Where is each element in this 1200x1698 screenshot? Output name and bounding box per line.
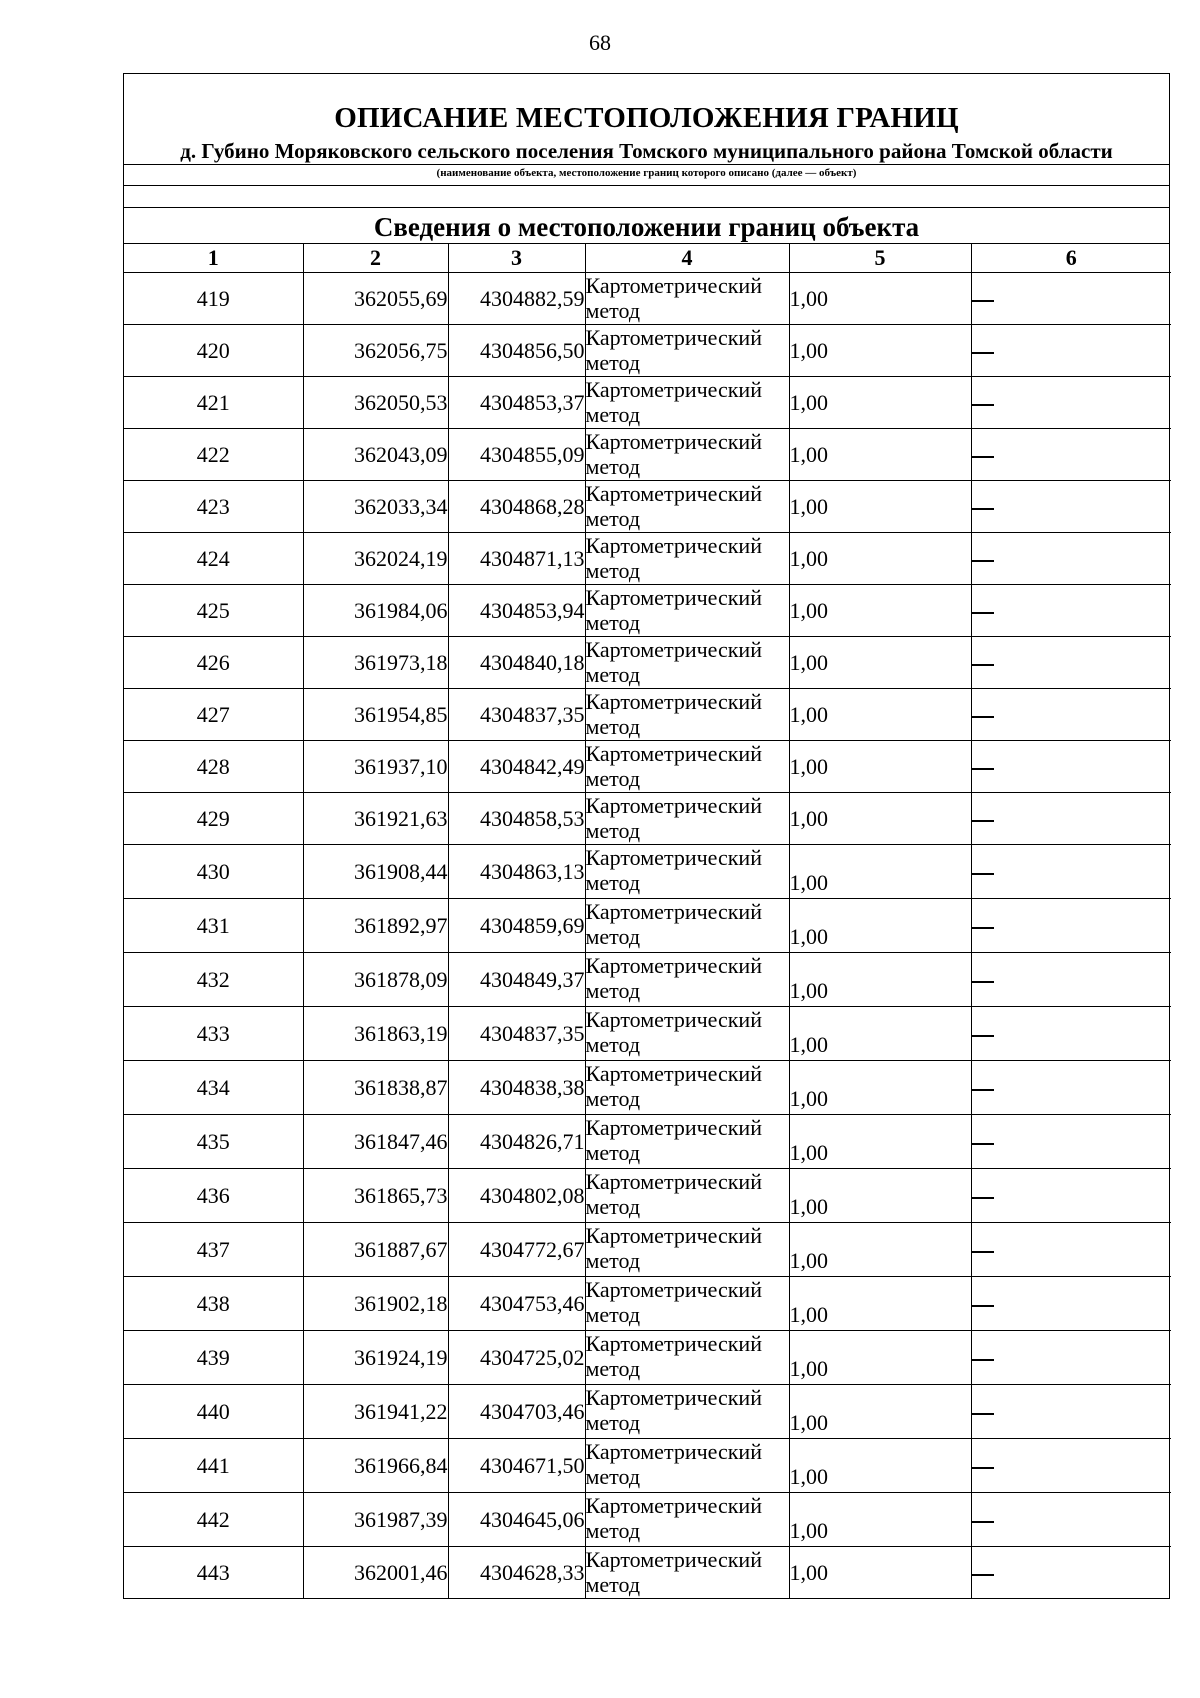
point-number-cell: 435	[124, 1115, 303, 1169]
method-text-line-2: метод	[585, 1194, 641, 1219]
accuracy-cell: 1,00	[789, 1331, 971, 1385]
method-text-line-2: метод	[585, 766, 641, 791]
x-coordinate-cell: 361878,09	[303, 953, 448, 1007]
y-coordinate-cell: 4304856,50	[448, 325, 585, 377]
y-coordinate-cell: 4304859,69	[448, 899, 585, 953]
em-dash-mark	[972, 1521, 994, 1523]
method-text-line-1: Картометрический	[585, 1277, 762, 1302]
table-row	[124, 1223, 1171, 1277]
table-row	[124, 741, 1171, 793]
em-dash-mark	[972, 927, 994, 929]
point-number-cell: 421	[124, 377, 303, 429]
method-text-line-2: метод	[585, 714, 641, 739]
accuracy-cell: 1,00	[789, 429, 971, 481]
em-dash-mark	[972, 352, 994, 354]
method-text-line-1: Картометрический	[585, 1223, 762, 1248]
description-cell	[971, 1061, 1171, 1115]
y-coordinate-cell: 4304853,94	[448, 585, 585, 637]
accuracy-cell: 1,00	[789, 793, 971, 845]
table-row	[124, 953, 1171, 1007]
em-dash-mark	[972, 768, 994, 770]
em-dash-mark	[972, 1035, 994, 1037]
y-coordinate-cell: 4304645,06	[448, 1493, 585, 1547]
em-dash-mark	[972, 1143, 994, 1145]
description-cell	[971, 1385, 1171, 1439]
object-name-underline	[124, 164, 1169, 165]
description-cell	[971, 533, 1171, 585]
x-coordinate-cell: 361984,06	[303, 585, 448, 637]
column-header: 1	[124, 244, 303, 273]
em-dash-mark	[972, 404, 994, 406]
point-number-cell: 429	[124, 793, 303, 845]
object-name-note: (наименование объекта, местоположение границ которого описано (далее — объект)	[436, 167, 857, 179]
em-dash-mark	[972, 1197, 994, 1199]
method-text-line-2: метод	[585, 1464, 641, 1489]
method-cell	[585, 325, 789, 377]
y-coordinate-cell: 4304671,50	[448, 1439, 585, 1493]
coordinates-table	[124, 244, 1171, 1598]
method-cell	[585, 1331, 789, 1385]
table-row	[124, 1439, 1171, 1493]
em-dash-mark	[972, 716, 994, 718]
x-coordinate-cell: 361887,67	[303, 1223, 448, 1277]
x-coordinate-cell: 362033,34	[303, 481, 448, 533]
y-coordinate-cell: 4304826,71	[448, 1115, 585, 1169]
method-text-line-2: метод	[585, 978, 641, 1003]
method-cell	[585, 429, 789, 481]
method-cell	[585, 481, 789, 533]
method-text-line-2: метод	[585, 1086, 641, 1111]
method-cell	[585, 741, 789, 793]
y-coordinate-cell: 4304628,33	[448, 1547, 585, 1599]
x-coordinate-cell: 361847,46	[303, 1115, 448, 1169]
method-text-line-2: метод	[585, 1356, 641, 1381]
method-text-line-2: метод	[585, 402, 641, 427]
method-cell	[585, 1277, 789, 1331]
table-row	[124, 325, 1171, 377]
method-cell	[585, 533, 789, 585]
em-dash-mark	[972, 981, 994, 983]
em-dash-mark	[972, 456, 994, 458]
x-coordinate-cell: 361937,10	[303, 741, 448, 793]
accuracy-cell: 1,00	[789, 273, 971, 325]
y-coordinate-cell: 4304863,13	[448, 845, 585, 899]
em-dash-mark	[972, 1467, 994, 1469]
method-text-line-2: метод	[585, 1032, 641, 1057]
table-row	[124, 1061, 1171, 1115]
point-number-cell: 420	[124, 325, 303, 377]
method-text-line-1: Картометрический	[585, 899, 762, 924]
method-cell	[585, 1169, 789, 1223]
method-text-line-1: Картометрический	[585, 1547, 762, 1572]
x-coordinate-cell: 361941,22	[303, 1385, 448, 1439]
method-text-line-1: Картометрический	[585, 1007, 762, 1032]
point-number-cell: 439	[124, 1331, 303, 1385]
x-coordinate-cell: 361966,84	[303, 1439, 448, 1493]
y-coordinate-cell: 4304837,35	[448, 689, 585, 741]
description-cell	[971, 1331, 1171, 1385]
y-coordinate-cell: 4304753,46	[448, 1277, 585, 1331]
method-text-line-1: Картометрический	[585, 585, 762, 610]
description-cell	[971, 1493, 1171, 1547]
accuracy-cell: 1,00	[789, 377, 971, 429]
x-coordinate-cell: 362024,19	[303, 533, 448, 585]
method-text-line-1: Картометрический	[585, 689, 762, 714]
table-row	[124, 1115, 1171, 1169]
method-text-line-1: Картометрический	[585, 429, 762, 454]
x-coordinate-cell: 361954,85	[303, 689, 448, 741]
method-text-line-1: Картометрический	[585, 1061, 762, 1086]
spacer-row	[124, 186, 1169, 208]
point-number-cell: 431	[124, 899, 303, 953]
table-header-row	[124, 244, 1171, 273]
object-name: д. Губино Моряковского сельского поселения Томского муниципального района Томской области	[180, 139, 1113, 163]
table-row	[124, 637, 1171, 689]
column-header: 2	[303, 244, 448, 273]
em-dash-mark	[972, 1089, 994, 1091]
point-number-cell: 430	[124, 845, 303, 899]
description-cell	[971, 793, 1171, 845]
accuracy-cell: 1,00	[789, 741, 971, 793]
description-cell	[971, 953, 1171, 1007]
x-coordinate-cell: 361987,39	[303, 1493, 448, 1547]
method-cell	[585, 585, 789, 637]
method-text-line-2: метод	[585, 350, 641, 375]
method-cell	[585, 899, 789, 953]
method-text-line-2: метод	[585, 1248, 641, 1273]
description-cell	[971, 845, 1171, 899]
description-cell	[971, 1547, 1171, 1599]
point-number-cell: 424	[124, 533, 303, 585]
x-coordinate-cell: 361863,19	[303, 1007, 448, 1061]
method-text-line-1: Картометрический	[585, 741, 762, 766]
accuracy-cell: 1,00	[789, 1493, 971, 1547]
point-number-cell: 423	[124, 481, 303, 533]
column-header: 6	[971, 244, 1171, 273]
table-row	[124, 1169, 1171, 1223]
table-row	[124, 377, 1171, 429]
method-cell	[585, 1385, 789, 1439]
y-coordinate-cell: 4304842,49	[448, 741, 585, 793]
em-dash-mark	[972, 300, 994, 302]
method-text-line-1: Картометрический	[585, 1331, 762, 1356]
point-number-cell: 432	[124, 953, 303, 1007]
x-coordinate-cell: 362055,69	[303, 273, 448, 325]
point-number-cell: 437	[124, 1223, 303, 1277]
method-text-line-2: метод	[585, 924, 641, 949]
column-header: 3	[448, 244, 585, 273]
x-coordinate-cell: 362056,75	[303, 325, 448, 377]
method-cell	[585, 1061, 789, 1115]
accuracy-cell: 1,00	[789, 1223, 971, 1277]
method-text-line-1: Картометрический	[585, 845, 762, 870]
method-text-line-2: метод	[585, 1572, 641, 1597]
accuracy-cell: 1,00	[789, 845, 971, 899]
point-number-cell: 440	[124, 1385, 303, 1439]
em-dash-mark	[972, 1359, 994, 1361]
table-row	[124, 899, 1171, 953]
point-number-cell: 433	[124, 1007, 303, 1061]
y-coordinate-cell: 4304840,18	[448, 637, 585, 689]
point-number-cell: 434	[124, 1061, 303, 1115]
table-row	[124, 429, 1171, 481]
method-cell	[585, 1223, 789, 1277]
method-text-line-1: Картометрический	[585, 1385, 762, 1410]
accuracy-cell: 1,00	[789, 585, 971, 637]
point-number-cell: 441	[124, 1439, 303, 1493]
accuracy-cell: 1,00	[789, 689, 971, 741]
y-coordinate-cell: 4304871,13	[448, 533, 585, 585]
em-dash-mark	[972, 560, 994, 562]
method-cell	[585, 689, 789, 741]
table-row	[124, 1385, 1171, 1439]
x-coordinate-cell: 361921,63	[303, 793, 448, 845]
point-number-cell: 436	[124, 1169, 303, 1223]
method-cell	[585, 845, 789, 899]
method-text-line-2: метод	[585, 558, 641, 583]
em-dash-mark	[972, 873, 994, 875]
y-coordinate-cell: 4304838,38	[448, 1061, 585, 1115]
column-header: 4	[585, 244, 789, 273]
x-coordinate-cell: 361838,87	[303, 1061, 448, 1115]
method-text-line-2: метод	[585, 1518, 641, 1543]
method-text-line-2: метод	[585, 870, 641, 895]
em-dash-mark	[972, 508, 994, 510]
method-text-line-2: метод	[585, 1140, 641, 1165]
x-coordinate-cell: 362043,09	[303, 429, 448, 481]
table-row	[124, 689, 1171, 741]
table-row	[124, 1547, 1171, 1599]
method-cell	[585, 793, 789, 845]
method-text-line-1: Картометрический	[585, 1115, 762, 1140]
section-title: Сведения о местоположении границ объекта	[124, 208, 1169, 244]
document-title: ОПИСАНИЕ МЕСТОПОЛОЖЕНИЯ ГРАНИЦ	[334, 102, 959, 134]
table-row	[124, 1331, 1171, 1385]
accuracy-cell: 1,00	[789, 899, 971, 953]
method-cell	[585, 1439, 789, 1493]
method-text-line-1: Картометрический	[585, 377, 762, 402]
method-text-line-1: Картометрический	[585, 273, 762, 298]
method-text-line-1: Картометрический	[585, 325, 762, 350]
y-coordinate-cell: 4304725,02	[448, 1331, 585, 1385]
table-row	[124, 273, 1171, 325]
description-cell	[971, 1169, 1171, 1223]
accuracy-cell: 1,00	[789, 1061, 971, 1115]
y-coordinate-cell: 4304882,59	[448, 273, 585, 325]
description-cell	[971, 429, 1171, 481]
em-dash-mark	[972, 1305, 994, 1307]
em-dash-mark	[972, 1574, 994, 1576]
description-cell	[971, 1277, 1171, 1331]
method-text-line-1: Картометрический	[585, 1169, 762, 1194]
description-cell	[971, 273, 1171, 325]
table-row	[124, 1493, 1171, 1547]
y-coordinate-cell: 4304802,08	[448, 1169, 585, 1223]
accuracy-cell: 1,00	[789, 1115, 971, 1169]
method-cell	[585, 1493, 789, 1547]
method-cell	[585, 1115, 789, 1169]
x-coordinate-cell: 361908,44	[303, 845, 448, 899]
method-cell	[585, 637, 789, 689]
method-text-line-2: метод	[585, 818, 641, 843]
method-text-line-2: метод	[585, 454, 641, 479]
boundary-description-document	[123, 73, 1170, 1599]
y-coordinate-cell: 4304853,37	[448, 377, 585, 429]
method-cell	[585, 953, 789, 1007]
page-number: 68	[589, 30, 611, 55]
table-row	[124, 533, 1171, 585]
method-text-line-1: Картометрический	[585, 1493, 762, 1518]
accuracy-cell: 1,00	[789, 1547, 971, 1599]
description-cell	[971, 481, 1171, 533]
description-cell	[971, 1223, 1171, 1277]
method-text-line-2: метод	[585, 610, 641, 635]
y-coordinate-cell: 4304703,46	[448, 1385, 585, 1439]
description-cell	[971, 741, 1171, 793]
method-text-line-2: метод	[585, 1410, 641, 1435]
point-number-cell: 442	[124, 1493, 303, 1547]
point-number-cell: 438	[124, 1277, 303, 1331]
x-coordinate-cell: 362001,46	[303, 1547, 448, 1599]
accuracy-cell: 1,00	[789, 1007, 971, 1061]
method-text-line-1: Картометрический	[585, 481, 762, 506]
y-coordinate-cell: 4304837,35	[448, 1007, 585, 1061]
description-cell	[971, 1439, 1171, 1493]
em-dash-mark	[972, 1413, 994, 1415]
accuracy-cell: 1,00	[789, 1277, 971, 1331]
method-text-line-2: метод	[585, 1302, 641, 1327]
method-text-line-1: Картометрический	[585, 1439, 762, 1464]
point-number-cell: 443	[124, 1547, 303, 1599]
description-cell	[971, 637, 1171, 689]
description-cell	[971, 1007, 1171, 1061]
x-coordinate-cell: 361973,18	[303, 637, 448, 689]
method-text-line-1: Картометрический	[585, 953, 762, 978]
y-coordinate-cell: 4304772,67	[448, 1223, 585, 1277]
x-coordinate-cell: 361902,18	[303, 1277, 448, 1331]
em-dash-mark	[972, 612, 994, 614]
description-cell	[971, 1115, 1171, 1169]
method-text-line-2: метод	[585, 298, 641, 323]
column-header: 5	[789, 244, 971, 273]
x-coordinate-cell: 361892,97	[303, 899, 448, 953]
method-text-line-1: Картометрический	[585, 793, 762, 818]
x-coordinate-cell: 362050,53	[303, 377, 448, 429]
accuracy-cell: 1,00	[789, 325, 971, 377]
point-number-cell: 425	[124, 585, 303, 637]
point-number-cell: 426	[124, 637, 303, 689]
method-cell	[585, 377, 789, 429]
em-dash-mark	[972, 1251, 994, 1253]
accuracy-cell: 1,00	[789, 953, 971, 1007]
title-block	[124, 74, 1169, 186]
table-row	[124, 793, 1171, 845]
table-body	[124, 273, 1171, 1599]
em-dash-mark	[972, 664, 994, 666]
method-cell	[585, 1547, 789, 1599]
description-cell	[971, 899, 1171, 953]
point-number-cell: 419	[124, 273, 303, 325]
accuracy-cell: 1,00	[789, 1385, 971, 1439]
method-cell	[585, 273, 789, 325]
y-coordinate-cell: 4304855,09	[448, 429, 585, 481]
x-coordinate-cell: 361865,73	[303, 1169, 448, 1223]
description-cell	[971, 377, 1171, 429]
accuracy-cell: 1,00	[789, 481, 971, 533]
point-number-cell: 427	[124, 689, 303, 741]
accuracy-cell: 1,00	[789, 637, 971, 689]
table-row	[124, 585, 1171, 637]
method-text-line-2: метод	[585, 662, 641, 687]
accuracy-cell: 1,00	[789, 533, 971, 585]
y-coordinate-cell: 4304868,28	[448, 481, 585, 533]
y-coordinate-cell: 4304858,53	[448, 793, 585, 845]
method-text-line-1: Картометрический	[585, 637, 762, 662]
table-row	[124, 1007, 1171, 1061]
table-row	[124, 1277, 1171, 1331]
table-row	[124, 481, 1171, 533]
description-cell	[971, 585, 1171, 637]
method-text-line-2: метод	[585, 506, 641, 531]
accuracy-cell: 1,00	[789, 1169, 971, 1223]
point-number-cell: 422	[124, 429, 303, 481]
table-row	[124, 845, 1171, 899]
y-coordinate-cell: 4304849,37	[448, 953, 585, 1007]
description-cell	[971, 325, 1171, 377]
x-coordinate-cell: 361924,19	[303, 1331, 448, 1385]
em-dash-mark	[972, 820, 994, 822]
point-number-cell: 428	[124, 741, 303, 793]
method-cell	[585, 1007, 789, 1061]
accuracy-cell: 1,00	[789, 1439, 971, 1493]
description-cell	[971, 689, 1171, 741]
method-text-line-1: Картометрический	[585, 533, 762, 558]
